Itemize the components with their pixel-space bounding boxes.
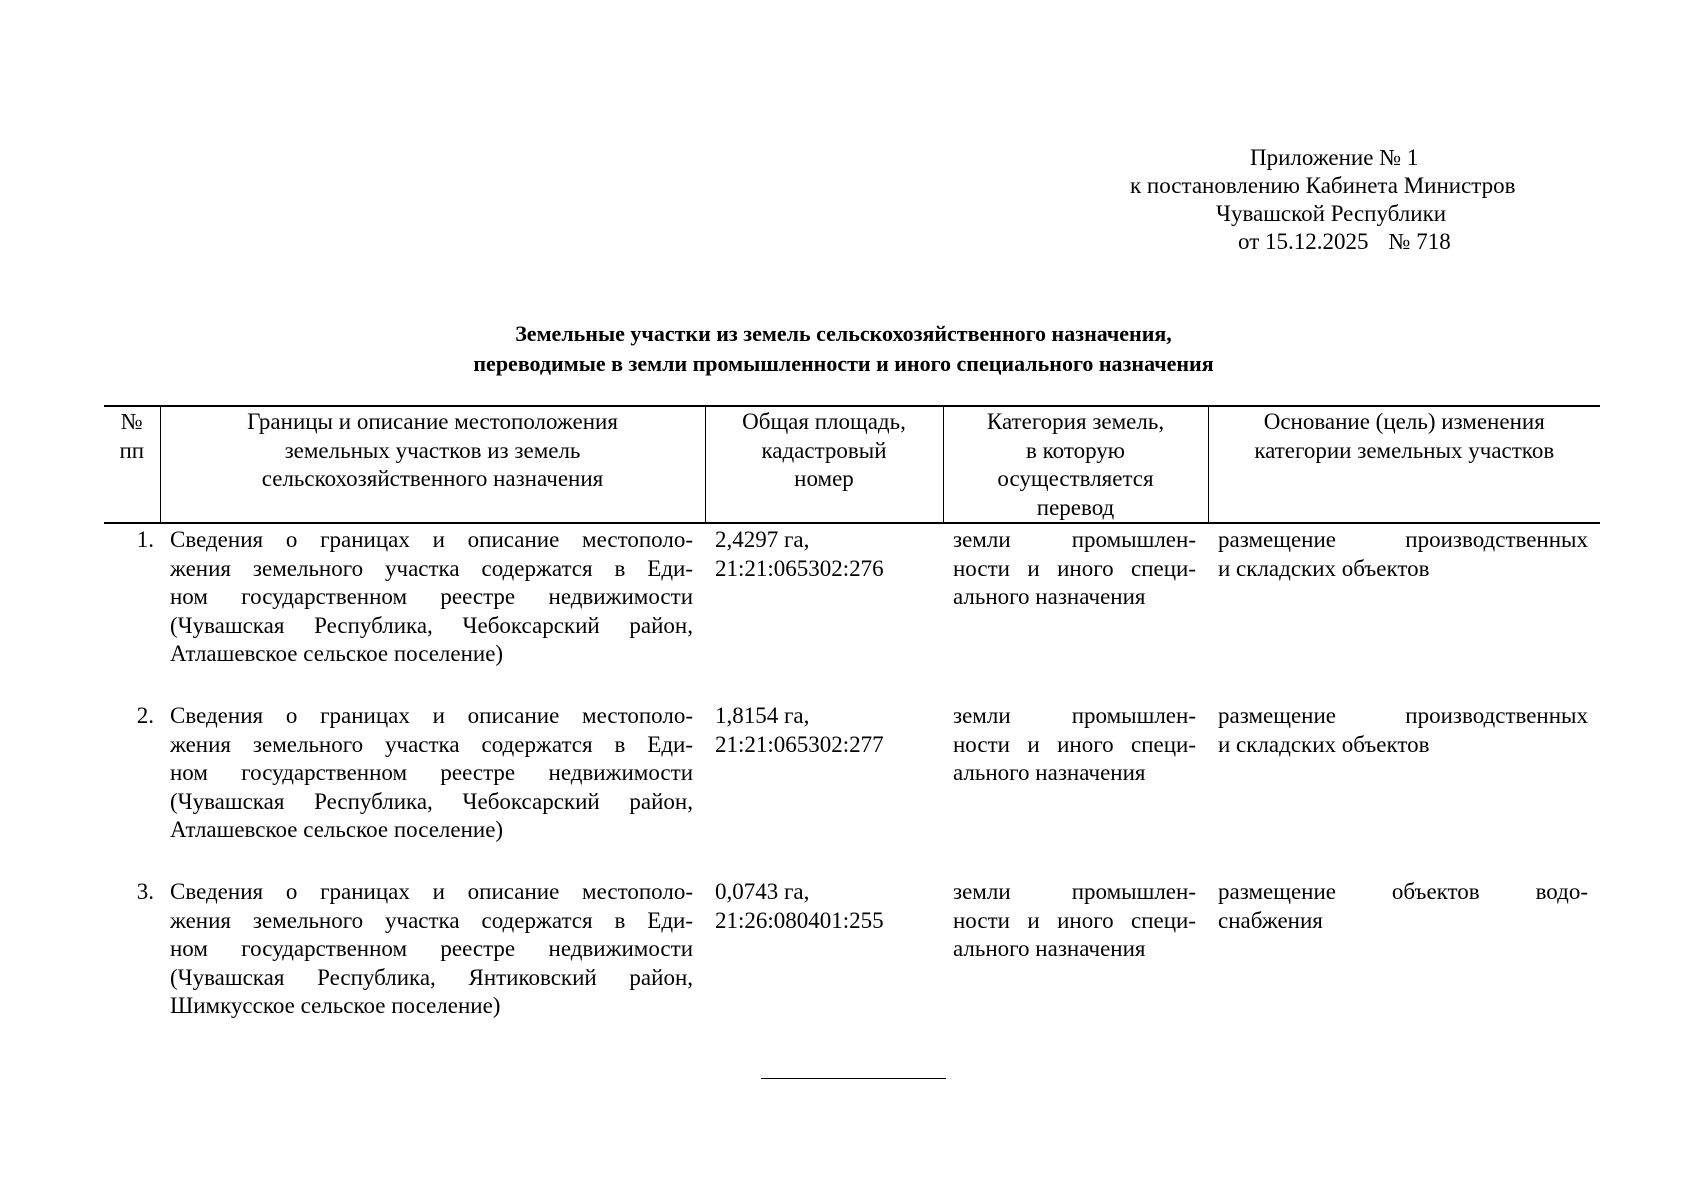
appendix-block (1130, 144, 1580, 256)
row-area: 1,8154 га, 21:21:065302:277 (705, 700, 943, 876)
footer-divider (761, 1078, 946, 1079)
row-cadastral-number: 21:21:065302:277 (715, 731, 884, 757)
header-description: Границы и описание местоположения земельных участков из земель сельскохозяйственного назначения (160, 406, 705, 523)
row-basis: размещение производственных и складских объектов (1218, 527, 1588, 581)
table-row (104, 700, 1600, 876)
appendix-date-number (1130, 228, 1580, 256)
document-title-line-1: Земельные участки из земель сельскохозяйственного назначения, (515, 321, 1172, 346)
row-category: земли промышлен- ности и иного специ- ального назначения (953, 527, 1196, 609)
document-title (0, 319, 1697, 379)
header-basis: Основание (цель) изменения категории земельных участков (1208, 406, 1600, 523)
table-row (104, 523, 1600, 700)
row-cadastral-number: 21:26:080401:255 (715, 907, 884, 933)
appendix-label: Приложение № 1 (1250, 145, 1419, 170)
appendix-date: от 15.12.2025 (1238, 229, 1369, 254)
table-row (104, 876, 1600, 1028)
row-description: Сведения о границах и описание местополо- жения земельного участка содержатся в Еди- ном государственном реестре недвижимости (Чувашская Республика, Янтиковский район, Шимкусское сельское поселение) (170, 879, 693, 1018)
row-number: 2. (136, 703, 154, 728)
appendix-republic: Чувашской Республики (1216, 201, 1447, 226)
header-area: Общая площадь, кадастровый номер (705, 406, 943, 523)
row-area: 2,4297 га, 21:21:065302:276 (705, 523, 943, 700)
appendix-number: № 718 (1388, 229, 1451, 254)
land-plots-table (104, 405, 1600, 1028)
row-cadastral-number: 21:21:065302:276 (715, 555, 884, 581)
document-title-line-2: переводимые в земли промышленности и иного специального назначения (473, 351, 1214, 376)
row-category: земли промышлен- ности и иного специ- ального назначения (953, 879, 1196, 961)
row-description: Сведения о границах и описание местополо- жения земельного участка содержатся в Еди- ном государственном реестре недвижимости (Чувашская Республика, Чебоксарский район, Атлашевское сельское поселение) (170, 703, 693, 842)
table-header-row (104, 406, 1600, 523)
row-category: земли промышлен- ности и иного специ- ального назначения (953, 703, 1196, 785)
row-basis: размещение объектов водо- снабжения (1218, 879, 1588, 933)
appendix-resolution-ref: к постановлению Кабинета Министров (1130, 173, 1516, 198)
row-number: 3. (136, 879, 154, 904)
row-description: Сведения о границах и описание местополо- жения земельного участка содержатся в Еди- ном государственном реестре недвижимости (Чувашская Республика, Чебоксарский район, Атлашевское сельское поселение) (170, 527, 693, 666)
header-category: Категория земель, в которую осуществляется перевод (943, 406, 1208, 523)
row-area: 0,0743 га, 21:26:080401:255 (705, 876, 943, 1028)
row-basis: размещение производственных и складских объектов (1218, 703, 1588, 757)
header-num: № пп (104, 406, 160, 523)
row-number: 1. (136, 527, 154, 552)
